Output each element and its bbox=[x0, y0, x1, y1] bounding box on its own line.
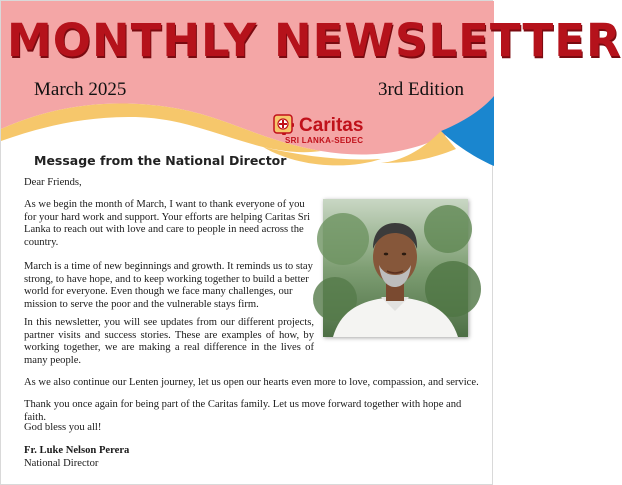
newsletter-header bbox=[1, 1, 622, 166]
paragraph-4: As we also continue our Lenten journey, let us open our hearts even more to love, compassion, and service. bbox=[24, 377, 479, 388]
paragraph-5: Thank you once again for being part of the Caritas family. Let us move forward together with hope and faith. bbox=[24, 399, 462, 423]
newsletter-title: MONTHLY NEWSLETTER bbox=[7, 14, 622, 67]
logo-name: Caritas bbox=[299, 115, 364, 136]
director-portrait-image bbox=[323, 199, 468, 337]
signature-name: Fr. Luke Nelson Perera bbox=[24, 445, 130, 456]
sedec-badge-icon bbox=[273, 114, 293, 134]
issue-edition: 3rd Edition bbox=[377, 79, 464, 100]
paragraph-2: March is a time of new beginnings and growth. It reminds us to stay strong, to have hope, and to keep working together to build a better world for everyone. Even though we face many challenges, our mission to serve the poor and the vulnerable stays firm. bbox=[24, 261, 313, 310]
logo-subtitle: SRI LANKA-SEDEC bbox=[285, 136, 364, 145]
issue-month: March 2025 bbox=[34, 79, 127, 100]
signature-title: National Director bbox=[24, 458, 99, 469]
closing-line: God bless you all! bbox=[24, 422, 102, 433]
paragraph-3: In this newsletter, you will see updates from our different projects, partner visits and success stories. These are examples of how, by working together, we are making a real difference in the lives of many people. bbox=[24, 317, 314, 366]
paragraph-1: As we begin the month of March, I want to thank everyone of you for your hard work and support. Your efforts are helping Caritas Sri Lanka to reach out with love and care to people in need across the country. bbox=[24, 199, 311, 248]
section-title: Message from the National Director bbox=[34, 153, 287, 168]
caritas-logo bbox=[273, 114, 385, 148]
director-photo bbox=[323, 199, 468, 337]
greeting: Dear Friends, bbox=[24, 177, 82, 188]
